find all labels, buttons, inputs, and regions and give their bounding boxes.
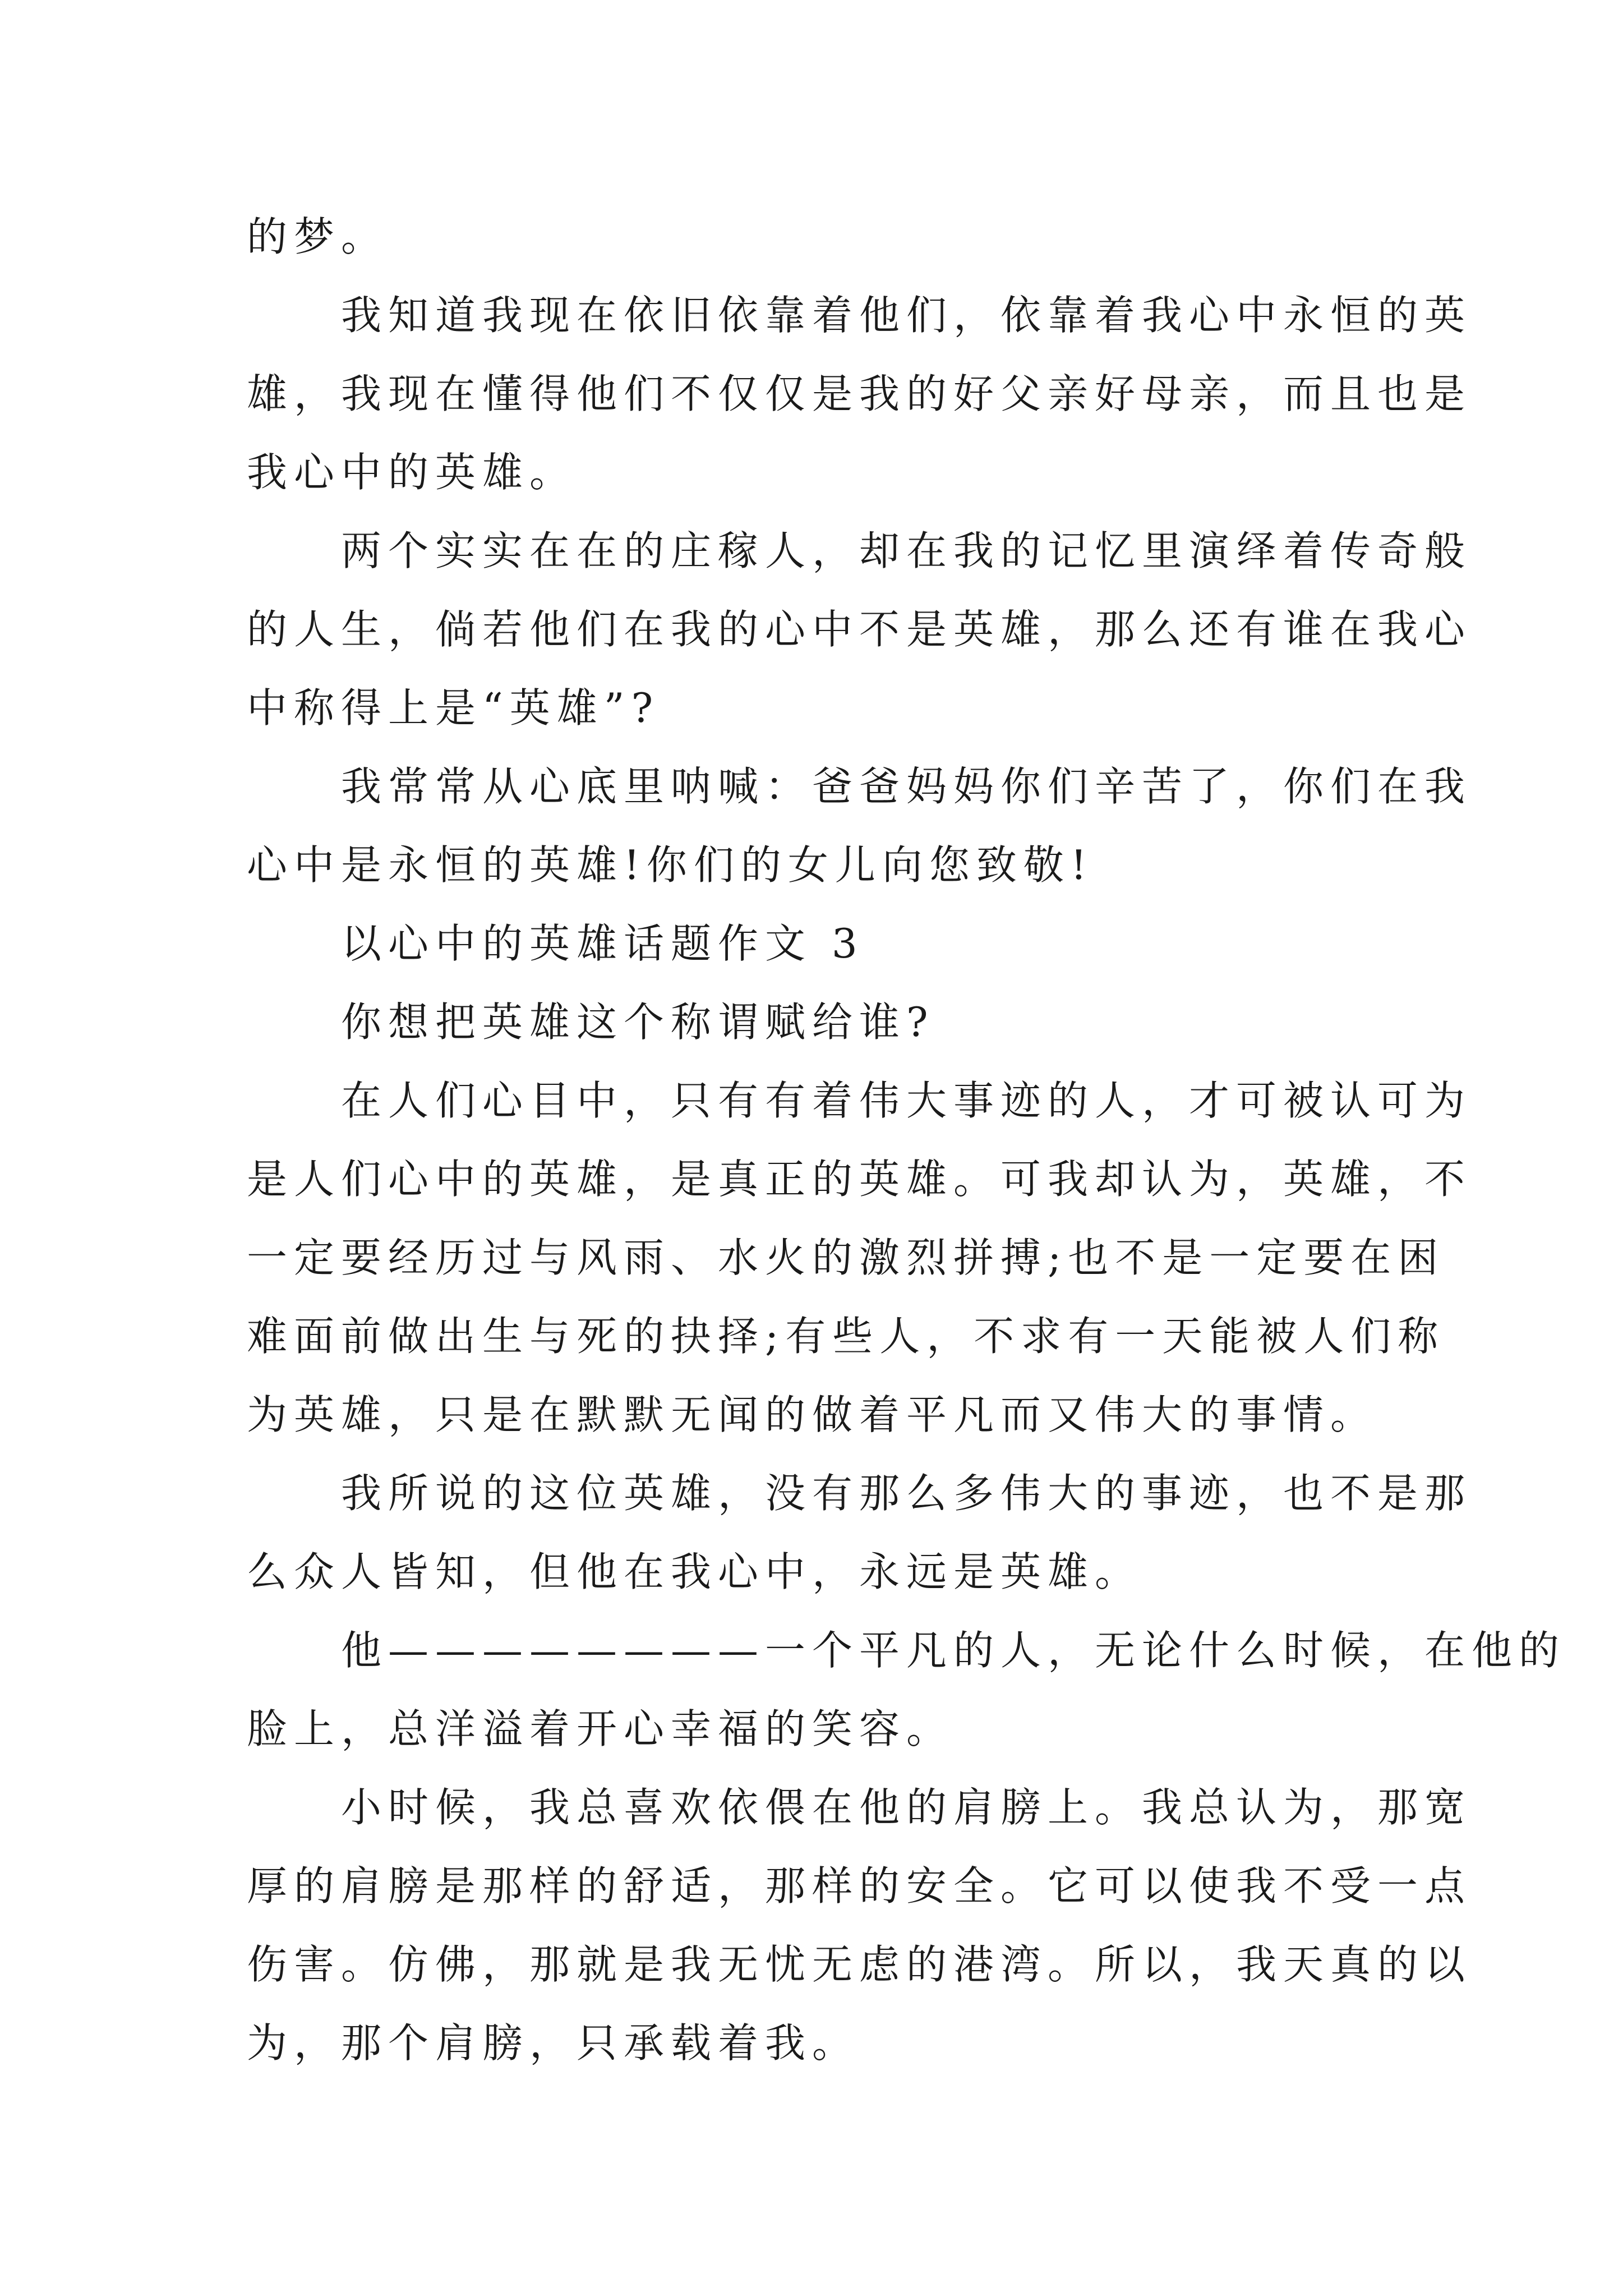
text-line: 小时候，我总喜欢依偎在他的肩膀上。我总认为，那宽: [341, 1784, 1472, 1831]
text-line: 你想把英雄这个称谓赋给谁?: [341, 999, 935, 1046]
text-line: 难面前做出生与死的抉择;有些人，不求有一天能被人们称: [247, 1313, 1445, 1360]
section-heading: 以心中的英雄话题作文 3: [341, 920, 864, 967]
text-line: 的人生，倘若他们在我的心中不是英雄，那么还有谁在我心: [247, 606, 1472, 653]
text-line: 雄，我现在懂得他们不仅仅是我的好父亲好母亲，而且也是: [247, 370, 1472, 417]
text-line: 我知道我现在依旧依靠着他们，依靠着我心中永恒的英: [341, 292, 1472, 339]
text-line: 我心中的英雄。: [247, 449, 577, 496]
text-line: 的梦。: [247, 213, 389, 260]
text-line: 在人们心目中，只有有着伟大事迹的人，才可被认可为: [341, 1077, 1472, 1124]
text-line: 为英雄，只是在默默无闻的做着平凡而又伟大的事情。: [247, 1391, 1378, 1438]
text-line: 我所说的这位英雄，没有那么多伟大的事迹，也不是那: [341, 1470, 1472, 1517]
text-line: 脸上，总洋溢着开心幸福的笑容。: [247, 1705, 954, 1752]
text-line: 么众人皆知，但他在我心中，永远是英雄。: [247, 1548, 1142, 1595]
text-line: 两个实实在在的庄稼人，却在我的记忆里演绎着传奇般: [341, 527, 1472, 574]
text-line: 他————————一个平凡的人，无论什么时候，在他的: [341, 1627, 1566, 1674]
text-line: 厚的肩膀是那样的舒适，那样的安全。它可以使我不受一点: [247, 1862, 1472, 1910]
text-line: 为，那个肩膀，只承载着我。: [247, 2019, 860, 2067]
text-line: 心中是永恒的英雄!你们的女儿向您致敬!: [247, 841, 1094, 889]
text-line: 一定要经历过与风雨、水火的激烈拼搏;也不是一定要在困: [247, 1234, 1445, 1281]
text-line: 中称得上是“英雄”?: [247, 684, 660, 731]
text-line: 伤害。仿佛，那就是我无忧无虑的港湾。所以，我天真的以: [247, 1941, 1472, 1988]
document-page: [247, 197, 1566, 2082]
text-line: 我常常从心底里呐喊：爸爸妈妈你们辛苦了，你们在我: [341, 763, 1472, 810]
text-line: 是人们心中的英雄，是真正的英雄。可我却认为，英雄，不: [247, 1156, 1472, 1203]
